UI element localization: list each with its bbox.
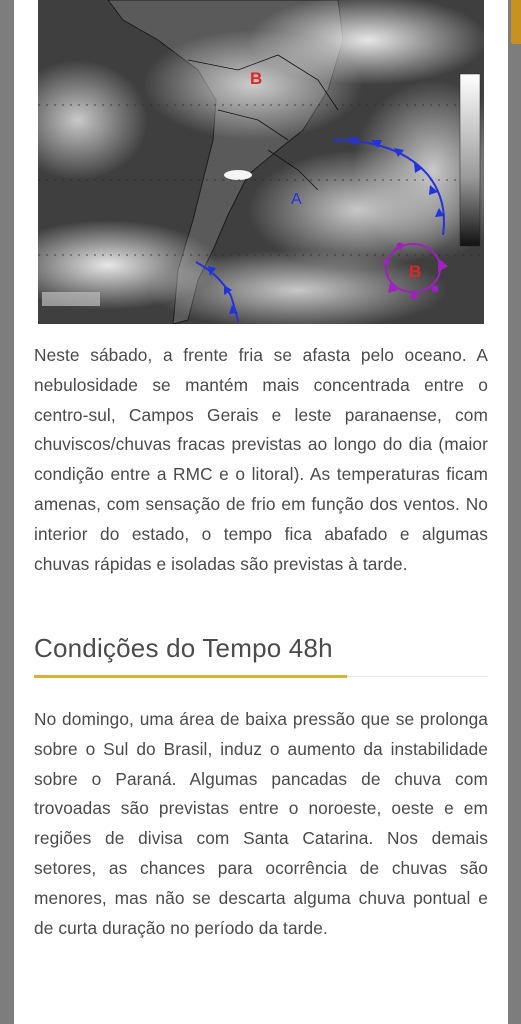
satellite-weather-image	[38, 0, 484, 324]
scroll-indicator[interactable]	[511, 0, 521, 44]
watermark-logo	[42, 292, 100, 306]
section-divider	[347, 676, 488, 677]
low-pressure-label-north: B	[250, 69, 263, 88]
section-title-underline	[34, 675, 347, 678]
section-title-48h: Condições do Tempo 48h	[34, 633, 333, 663]
low-pressure-label-southeast: B	[409, 262, 422, 281]
article-paragraph-sunday: No domingo, uma área de baixa pressão que se prolonga sobre o Sul do Brasil, induz o aumento da instabilidade sobre o Paraná. Algumas pancadas de chuva com trovoadas são previstas entre o noroeste, oeste e em regiões de divisa com Santa Catarina. Nos demais setores, as chances para ocorrência de chuvas são menores, mas não se descarta alguma chuva pontual e de curta duração no período da tarde.	[34, 709, 488, 938]
article-paragraph-saturday: Neste sábado, a frente fria se afasta pelo oceano. A nebulosidade se mantém mais concentrada entre o centro-sul, Campos Gerais e leste paranaense, com chuviscos/chuvas fracas previstas ao longo do dia (maior condição entre a RMC e o litoral). As temperaturas ficam amenas, com sensação de frio em função dos ventos. No interior do estado, o tempo fica abafado e algumas chuvas rápidas e isoladas são previstas à tarde.	[34, 345, 488, 574]
high-pressure-label: A	[291, 191, 302, 208]
